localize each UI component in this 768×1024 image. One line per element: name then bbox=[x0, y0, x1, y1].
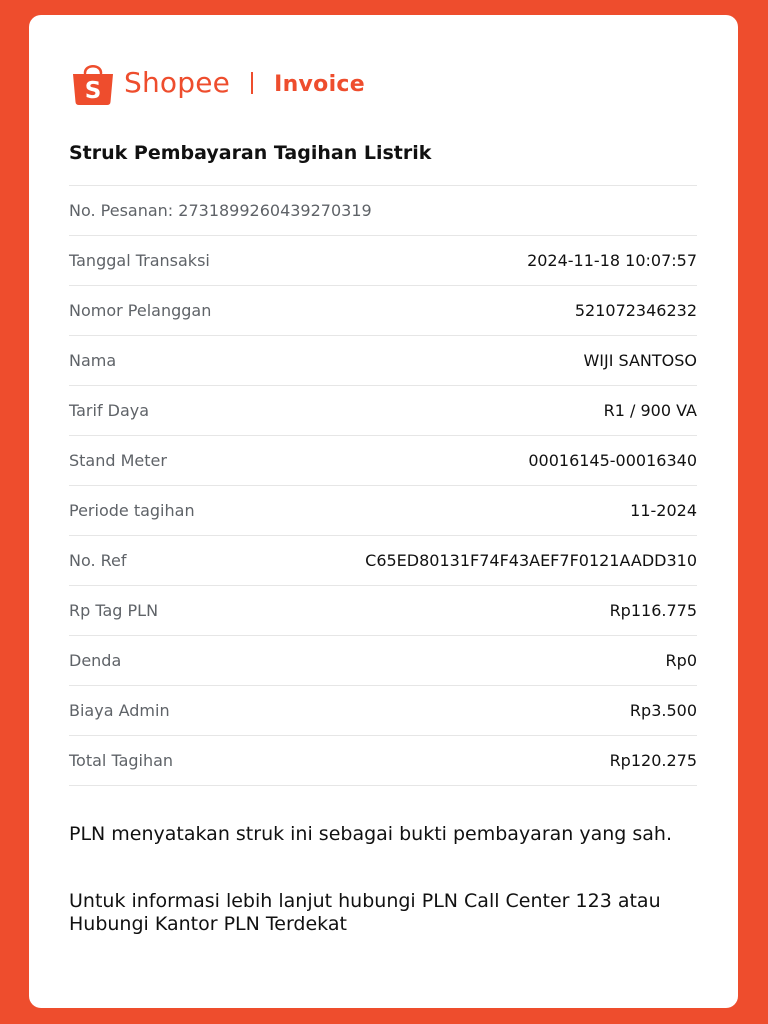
order-number-row bbox=[69, 186, 697, 236]
invoice-header bbox=[69, 57, 365, 109]
detail-label: Nama bbox=[69, 350, 117, 370]
receipt-card bbox=[29, 15, 738, 1008]
detail-value: C65ED80131F74F43AEF7F0121AADD310 bbox=[365, 550, 697, 570]
detail-value: R1 / 900 VA bbox=[603, 400, 697, 420]
detail-value: 521072346232 bbox=[574, 300, 697, 320]
receipt-title: Struk Pembayaran Tagihan Listrik bbox=[69, 142, 432, 164]
detail-value: WIJI SANTOSO bbox=[583, 350, 697, 370]
detail-row-billing-period bbox=[69, 486, 697, 536]
header-divider bbox=[251, 72, 253, 94]
detail-row-penalty bbox=[69, 636, 697, 686]
detail-row-transaction-date bbox=[69, 236, 697, 286]
detail-label: Tarif Daya bbox=[69, 400, 150, 420]
detail-row-power-tariff bbox=[69, 386, 697, 436]
detail-row-reference-number bbox=[69, 536, 697, 586]
order-number: No. Pesanan: 2731899260439270319 bbox=[69, 200, 372, 220]
shopping-bag-icon bbox=[69, 59, 117, 107]
brand-name: Shopee bbox=[124, 66, 231, 99]
detail-value: 11-2024 bbox=[630, 500, 697, 520]
detail-label: Stand Meter bbox=[69, 450, 167, 470]
invoice-label: Invoice bbox=[274, 72, 365, 97]
detail-label: Total Tagihan bbox=[69, 750, 174, 770]
detail-value: 2024-11-18 10:07:57 bbox=[527, 250, 697, 270]
detail-value: 00016145-00016340 bbox=[528, 450, 697, 470]
detail-row-meter-stand bbox=[69, 436, 697, 486]
receipt-details bbox=[69, 185, 697, 786]
detail-label: Rp Tag PLN bbox=[69, 600, 159, 620]
logo-letter: S bbox=[84, 78, 102, 104]
detail-label: Tanggal Transaksi bbox=[69, 250, 210, 270]
detail-row-admin-fee bbox=[69, 686, 697, 736]
detail-value: Rp3.500 bbox=[629, 700, 697, 720]
detail-label: No. Ref bbox=[69, 550, 127, 570]
detail-row-total-bill bbox=[69, 736, 697, 786]
detail-row-customer-number bbox=[69, 286, 697, 336]
detail-value: Rp116.775 bbox=[609, 600, 697, 620]
detail-label: Periode tagihan bbox=[69, 500, 195, 520]
validity-note: PLN menyatakan struk ini sebagai bukti pembayaran yang sah. bbox=[69, 823, 673, 845]
detail-value: Rp120.275 bbox=[609, 750, 697, 770]
detail-label: Denda bbox=[69, 650, 122, 670]
detail-label: Nomor Pelanggan bbox=[69, 300, 212, 320]
detail-label: Biaya Admin bbox=[69, 700, 170, 720]
detail-value: Rp0 bbox=[665, 650, 697, 670]
contact-note: Untuk informasi lebih lanjut hubungi PLN Call Center 123 atau Hubungi Kantor PLN Terdekat bbox=[69, 890, 661, 935]
detail-row-pln-bill bbox=[69, 586, 697, 636]
detail-row-name bbox=[69, 336, 697, 386]
